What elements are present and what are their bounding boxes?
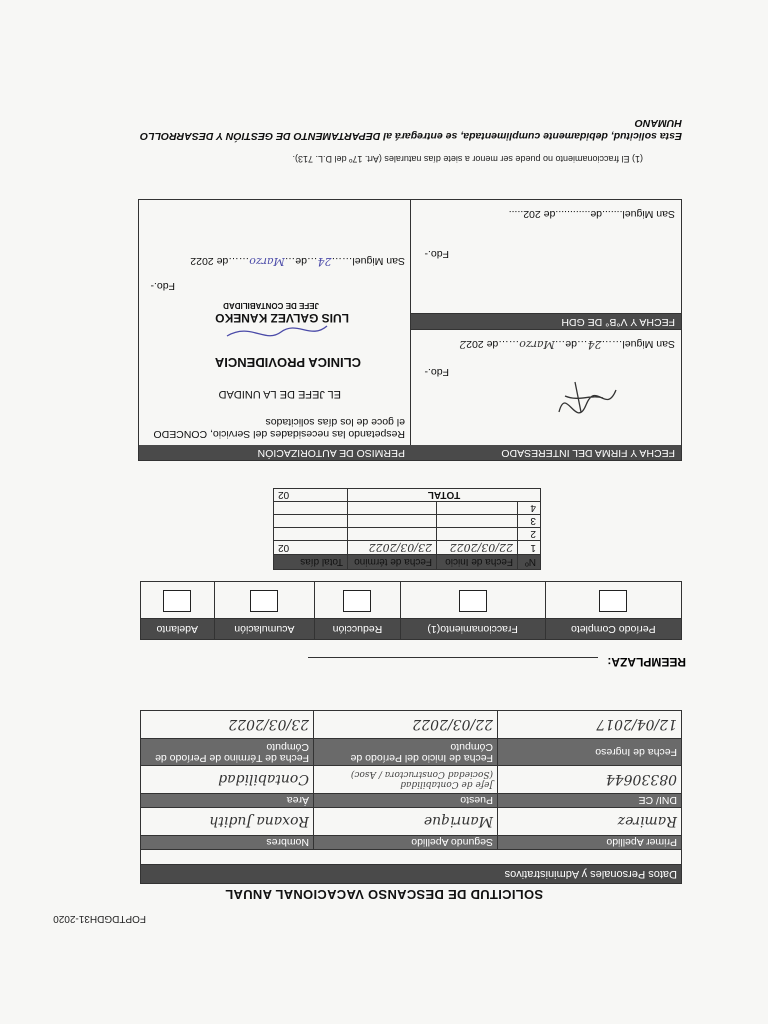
row-number: 4 bbox=[518, 502, 541, 515]
periods-table bbox=[273, 488, 541, 570]
applicant-signature bbox=[551, 378, 621, 420]
checkbox-cell bbox=[315, 582, 400, 619]
text-respetando: Respetando las necesidades del Servicio, CONCEDO el goce de los días solicitados bbox=[153, 416, 405, 440]
checkbox-adelanto[interactable] bbox=[163, 591, 191, 613]
form-code: FOPTDGDH31-2020 bbox=[53, 913, 146, 924]
date-year: de 202 bbox=[466, 338, 499, 350]
value-segundo-apellido: Manrique bbox=[314, 808, 498, 836]
table-row bbox=[274, 502, 541, 515]
value-puesto-line1: Jefe de Contabilidad bbox=[400, 779, 493, 790]
row-termino bbox=[348, 502, 437, 515]
row-inicio bbox=[437, 528, 518, 541]
type-acumulacion: Acumulación bbox=[214, 619, 315, 640]
applicant-column bbox=[410, 200, 681, 460]
type-reduccion: Reducción bbox=[315, 619, 400, 640]
header-numero: Nº bbox=[518, 555, 541, 570]
label-fecha-ingreso: Fecha de Ingreso bbox=[498, 739, 682, 766]
personal-data-table bbox=[140, 710, 682, 884]
date-month: Marzo bbox=[519, 338, 555, 351]
footer-note: Esta solicitud, debidamente cumplimentada, se entregará al DEPARTAMENTO DE GESTIÓN Y DESARROLLO HUMANO bbox=[139, 117, 682, 142]
row-inicio bbox=[437, 515, 518, 528]
row-number: 1 bbox=[518, 541, 541, 555]
blank-row bbox=[141, 850, 682, 865]
header-total-dias: Total días bbox=[274, 555, 348, 570]
checkbox-cell bbox=[545, 582, 681, 619]
checkbox-fraccionamiento[interactable] bbox=[459, 591, 487, 613]
label-nombres: Nombres bbox=[141, 836, 314, 850]
header-vb-gdh: FECHA Y V°B° DE GDH bbox=[411, 313, 681, 330]
date-line-jefe: San Miguel……24…de…Marzo……de 2022 bbox=[190, 255, 405, 268]
label-dni: DNI/ CE bbox=[498, 794, 682, 808]
stamp-clinica: CLINICA PROVIDENCIA bbox=[214, 355, 361, 370]
stamp-name: LUIS GALVEZ KANEKO bbox=[215, 311, 349, 325]
footnote: (1) El fraccionamiento no puede ser menor a siete días naturales (Art. 17º del D.L. 713). bbox=[292, 154, 643, 164]
table-row bbox=[274, 515, 541, 528]
label-primer-apellido: Primer Apellido bbox=[498, 836, 682, 850]
header-permiso: PERMISO DE AUTORIZACIÓN bbox=[139, 445, 411, 460]
fdo-interesado: Fdo.- bbox=[424, 366, 449, 378]
fdo-jefe: Fdo.- bbox=[150, 280, 175, 292]
reemplaza-label: REEMPLAZA: bbox=[607, 655, 686, 669]
value-primer-apellido: Ramirez bbox=[498, 808, 682, 836]
place-label: San Miguel bbox=[352, 255, 405, 267]
value-puesto bbox=[314, 766, 498, 794]
checkbox-cell bbox=[141, 582, 215, 619]
total-value: 02 bbox=[274, 489, 348, 502]
vacation-type-table bbox=[140, 581, 682, 640]
row-number: 3 bbox=[518, 515, 541, 528]
value-dni: 08330644 bbox=[498, 766, 682, 794]
table-row bbox=[274, 528, 541, 541]
form-title: SOLICITUD DE DESCANSO VACACIONAL ANUAL bbox=[224, 887, 544, 902]
checkbox-cell bbox=[214, 582, 315, 619]
row-inicio bbox=[437, 502, 518, 515]
type-fraccionamiento: Fraccionamiento(1) bbox=[400, 619, 545, 640]
label-fecha-termino: Fecha de Término de Período de Cómputo bbox=[141, 739, 314, 766]
row-total bbox=[274, 528, 348, 541]
row-total bbox=[274, 515, 348, 528]
value-fecha-inicio: 22/03/2022 bbox=[314, 711, 498, 739]
checkbox-cell bbox=[400, 582, 545, 619]
value-area: Contabilidad bbox=[141, 766, 314, 794]
reemplaza-line bbox=[308, 657, 598, 658]
authorization-column bbox=[139, 200, 411, 460]
row-termino: 23/03/2022 bbox=[348, 541, 437, 555]
fdo-gdh: Fdo.- bbox=[424, 248, 449, 260]
total-row bbox=[274, 489, 541, 502]
row-total bbox=[274, 502, 348, 515]
date-year-hw: 2 bbox=[459, 338, 467, 351]
type-adelanto: Adelanto bbox=[141, 619, 215, 640]
row-inicio: 22/03/2022 bbox=[437, 541, 518, 555]
label-puesto: Puesto bbox=[314, 794, 498, 808]
date-day: 24 bbox=[587, 338, 602, 351]
row-termino bbox=[348, 528, 437, 541]
checkbox-reduccion[interactable] bbox=[343, 591, 371, 613]
table-row bbox=[274, 541, 541, 555]
total-label: TOTAL bbox=[348, 489, 541, 502]
authorization-section bbox=[138, 199, 682, 461]
row-termino bbox=[348, 515, 437, 528]
place-label: San Miguel bbox=[622, 338, 675, 350]
label-segundo-apellido: Segundo Apellido bbox=[314, 836, 498, 850]
label-area: Área bbox=[141, 794, 314, 808]
value-puesto-line2: (Sociedad Constructora / Asoc) bbox=[350, 769, 493, 780]
label-fecha-inicio: Fecha de Inicio del Período de Cómputo bbox=[314, 739, 498, 766]
date-day: 24 bbox=[317, 255, 332, 268]
value-fecha-termino: 23/03/2022 bbox=[141, 711, 314, 739]
section-header: Datos Personales y Administrativos bbox=[141, 865, 682, 884]
checkbox-periodo-completo[interactable] bbox=[599, 591, 627, 613]
header-fecha-inicio: Fecha de Inicio bbox=[437, 555, 518, 570]
date-line-interesado: San Miguel……24…de…Marzo……de 2022 bbox=[459, 338, 675, 351]
value-fecha-ingreso: 12/04/2017 bbox=[498, 711, 682, 739]
stamp-role: JEFE DE CONTABILIDAD bbox=[223, 301, 319, 310]
date-line-gdh: San Miguel.......de............de 202..... bbox=[508, 208, 675, 220]
date-year: de 2022 bbox=[190, 255, 229, 267]
header-fecha-termino: Fecha de término bbox=[348, 555, 437, 570]
header-firma-interesado: FECHA Y FIRMA DEL INTERESADO bbox=[411, 445, 681, 460]
value-nombres: Roxana Judith bbox=[141, 808, 314, 836]
type-periodo-completo: Período Completo bbox=[545, 619, 681, 640]
row-number: 2 bbox=[518, 528, 541, 541]
checkbox-acumulacion[interactable] bbox=[250, 591, 278, 613]
date-month: Marzo bbox=[249, 255, 285, 268]
text-jefe-unidad: EL JEFE DE LA UNIDAD bbox=[218, 388, 341, 400]
row-total: 02 bbox=[274, 541, 348, 555]
